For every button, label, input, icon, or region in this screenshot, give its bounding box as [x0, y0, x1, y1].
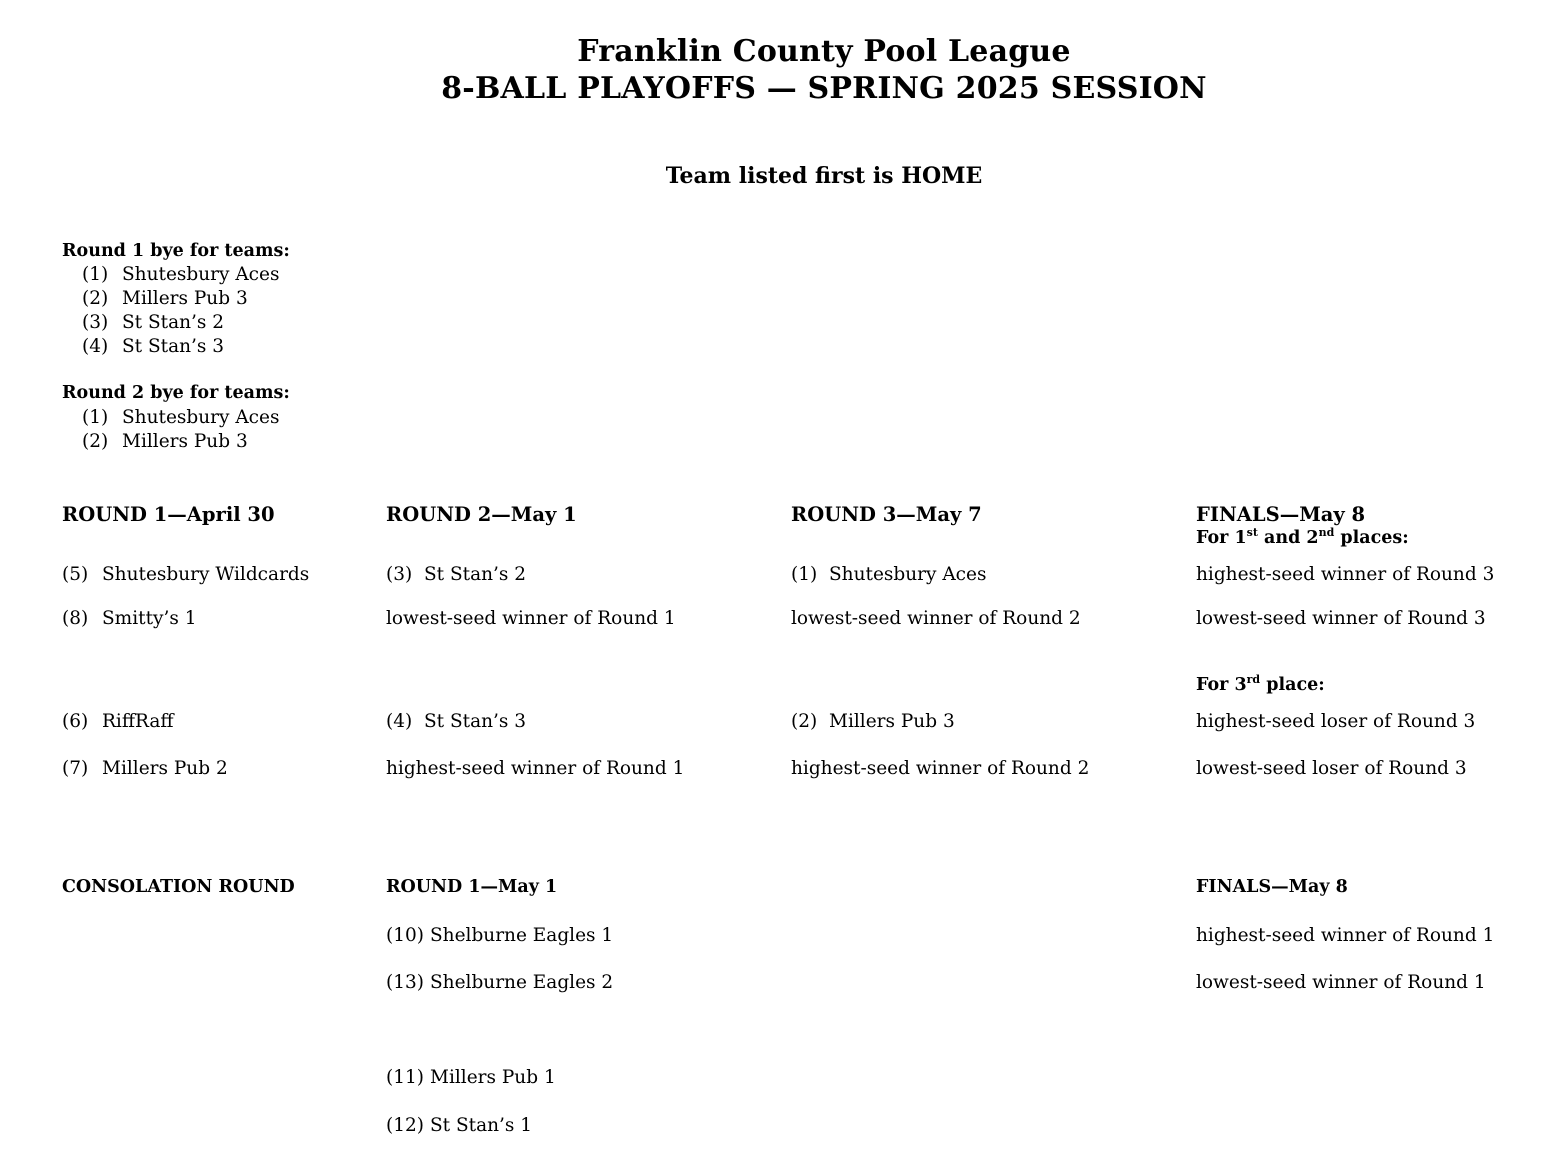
page-title: Franklin County Pool League [577, 34, 1071, 69]
finals-third-home: highest-seed loser of Round 3 [1196, 711, 1476, 732]
r1-match2-home: (6) RiffRaff [62, 711, 174, 732]
cons-finals-away: lowest-seed winner of Round 1 [1196, 972, 1486, 993]
third-place-label: For 3rd place: [1196, 673, 1325, 695]
bye-item: (1) Shutesbury Aces [82, 264, 280, 285]
r2-match1-home: (3) St Stan’s 2 [386, 564, 527, 585]
r3-match1-home: (1) Shutesbury Aces [791, 564, 987, 585]
r3-match1-away: lowest-seed winner of Round 2 [791, 608, 1081, 629]
r1-match2-away: (7) Millers Pub 2 [62, 758, 228, 779]
consolation-round1-heading: ROUND 1—May 1 [386, 877, 558, 897]
r2-match2-home: (4) St Stan’s 3 [386, 711, 527, 732]
cons-match2-home: (11) Millers Pub 1 [386, 1067, 556, 1088]
cons-match1-away: (13) Shelburne Eagles 2 [386, 972, 614, 993]
round3-heading: ROUND 3—May 7 [791, 503, 982, 526]
round2-bye-heading: Round 2 bye for teams: [62, 383, 290, 403]
consolation-finals-heading: FINALS—May 8 [1196, 877, 1348, 897]
r3-match2-away: highest-seed winner of Round 2 [791, 758, 1090, 779]
round1-heading: ROUND 1—April 30 [62, 503, 275, 526]
r1-match1-away: (8) Smitty’s 1 [62, 608, 197, 629]
round1-bye-heading: Round 1 bye for teams: [62, 241, 290, 261]
finals-third-away: lowest-seed loser of Round 3 [1196, 758, 1467, 779]
r1-match1-home: (5) Shutesbury Wildcards [62, 564, 310, 585]
bye-item: (2) Millers Pub 3 [82, 431, 248, 452]
consolation-heading: CONSOLATION ROUND [62, 877, 295, 897]
bye-item: (4) St Stan’s 3 [82, 336, 225, 357]
first-second-place-label: For 1st and 2nd places: [1196, 526, 1409, 548]
round2-heading: ROUND 2—May 1 [386, 503, 577, 526]
r3-match2-home: (2) Millers Pub 3 [791, 711, 955, 732]
finals-heading: FINALS—May 8 [1196, 503, 1366, 526]
home-team-note: Team listed first is HOME [665, 163, 983, 189]
r2-match1-away: lowest-seed winner of Round 1 [386, 608, 676, 629]
r2-match2-away: highest-seed winner of Round 1 [386, 758, 685, 779]
cons-finals-home: highest-seed winner of Round 1 [1196, 925, 1495, 946]
bye-item: (2) Millers Pub 3 [82, 288, 248, 309]
finals-first-away: lowest-seed winner of Round 3 [1196, 608, 1486, 629]
page-subtitle: 8-BALL PLAYOFFS — SPRING 2025 SESSION [441, 71, 1207, 106]
cons-match1-home: (10) Shelburne Eagles 1 [386, 925, 614, 946]
bye-item: (1) Shutesbury Aces [82, 407, 280, 428]
cons-match2-away: (12) St Stan’s 1 [386, 1115, 533, 1136]
finals-first-home: highest-seed winner of Round 3 [1196, 564, 1495, 585]
bye-item: (3) St Stan’s 2 [82, 312, 225, 333]
